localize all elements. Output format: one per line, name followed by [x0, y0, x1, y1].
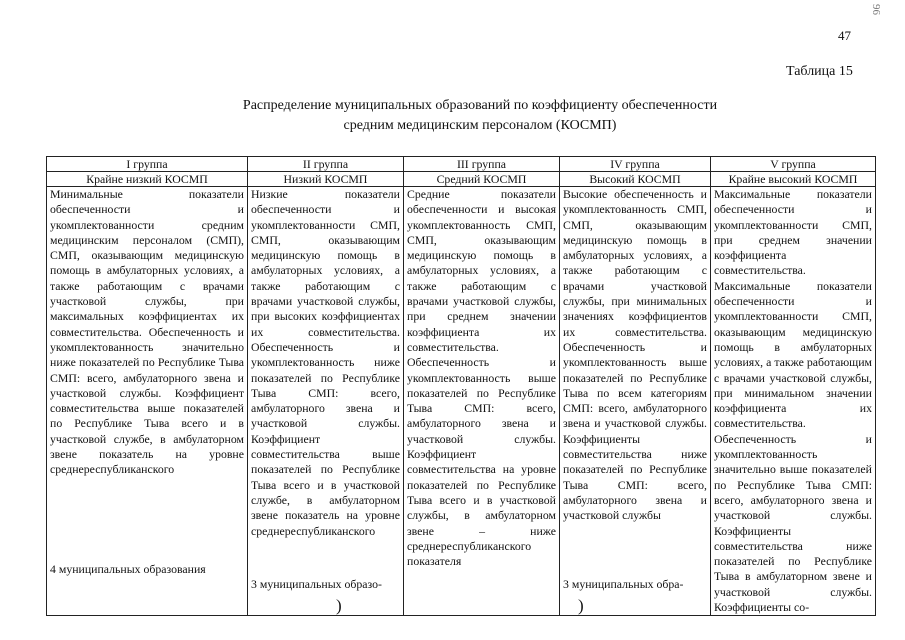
- municipality-count: 3 муниципальных обра-: [563, 577, 684, 591]
- description-text: Низкие показатели обеспеченности и укомплектованности СМП, СМП, оказывающим медицинскую помощь в амбулаторных условиях, а также работающим с врачами участковой службы, при высоких коэффициентах их совместительства. Обеспеченность и укомплектованность ниже показателей по Республике Тыва СМП: всего, амбулаторного звена и участковой службы. Коэффициент совместительства выше показателей по Республике Тыва всего и в участковой службе, в амбулаторном звене показатель на уровне среднереспубликанского: [251, 187, 400, 538]
- level-header-5: Крайне высокий КОСМП: [711, 172, 876, 187]
- group-header-4: IV группа: [560, 157, 711, 172]
- page-number: 47: [838, 28, 851, 43]
- description-text: Минимальные показатели обеспеченности и укомплектованности средним медицинским персоналом (СМП), СМП, оказывающим медицинскую помощь в амбулаторных условиях, а также работающим с врачами участковой службы, при максимальных коэффициентах их совместительства. Обеспеченность и укомплектованность значительно ниже показателей по Республике Тыва СМП: всего, амбулаторного звена и участковой службы. Коэффициент совместительства выше показателей по Республике Тыва всего и в участковой службе, в амбулаторном звене показатель на уровне среднереспубликанского: [50, 187, 244, 477]
- description-cell-3: [404, 187, 560, 616]
- municipality-count: 4 муниципальных образования: [50, 562, 206, 576]
- group-header-3: III группа: [404, 157, 560, 172]
- description-cell-5: [711, 187, 876, 616]
- group-header-2: II группа: [248, 157, 404, 172]
- table-label: Таблица 15: [786, 64, 853, 79]
- bottom-mark-right: ): [578, 596, 584, 615]
- description-cell-4: [560, 187, 711, 616]
- bottom-mark-left: ): [336, 596, 342, 615]
- title-line-1: Распределение муниципальных образований по коэффициенту обеспеченности: [242, 98, 718, 113]
- level-header-row: [47, 172, 876, 187]
- title-line-2: средним медицинским персоналом (КОСМП): [343, 118, 617, 133]
- municipality-count: 3 муниципальных образо-: [251, 577, 382, 591]
- group-header-row: [47, 157, 876, 172]
- description-row: [47, 187, 876, 616]
- level-header-1: Крайне низкий КОСМП: [47, 172, 248, 187]
- level-header-3: Средний КОСМП: [404, 172, 560, 187]
- group-header-1: I группа: [47, 157, 248, 172]
- description-text: Высокие обеспеченность и укомплектованность СМП, СМП, оказывающим медицинскую помощь в амбулаторных условиях, а также работающим с врачами участковой службы, при минимальных значениях коэффициентов их совместительства. Обеспеченность и укомплектованность выше показателей по Республике Тыва по всем категориям СМП: всего, амбулаторного звена и участковой службы. Коэффициенты совместительства ниже показателей по Республике Тыва СМП: всего, амбулаторного звена и участковой службы: [563, 187, 707, 523]
- description-text: Максимальные показатели обеспеченности и укомплектованности СМП, при среднем значении коэффициента совместительства. Максимальные показатели обеспеченности и укомплектованности СМП, оказывающим медицинскую помощь в амбулаторных условиях, а также работающим с врачами участковой службы, при минимальном значении коэффициента их совместительства. Обеспеченность и укомплектованность значительно выше показателей по Республике Тыва СМП: всего, амбулаторного звена и участковой службы. Коэффициенты совместительства ниже показателей по Республике Тыва в амбулаторном звене и участковой службы. Коэффициенты со-: [714, 187, 872, 615]
- distribution-table: [46, 156, 876, 616]
- corner-mark: 96: [870, 4, 882, 15]
- level-header-2: Низкий КОСМП: [248, 172, 404, 187]
- table-title: [200, 96, 760, 136]
- level-header-4: Высокий КОСМП: [560, 172, 711, 187]
- description-cell-2: [248, 187, 404, 616]
- description-text: Средние показатели обеспеченности и высокая укомплектованность СМП, СМП, оказывающим медицинскую помощь в амбулаторных условиях, а также работающим с врачами участковой службы, при среднем значении коэффициента их совместительства. Обеспеченность и укомплектованность выше показателей по Республике Тыва СМП: всего, амбулаторного звена и участковой службы. Коэффициент совместительства на уровне показателей по Республике Тыва всего и в участковой службы, в амбулаторном звене – ниже среднереспубликанского показателя: [407, 187, 556, 569]
- description-cell-1: [47, 187, 248, 616]
- group-header-5: V группа: [711, 157, 876, 172]
